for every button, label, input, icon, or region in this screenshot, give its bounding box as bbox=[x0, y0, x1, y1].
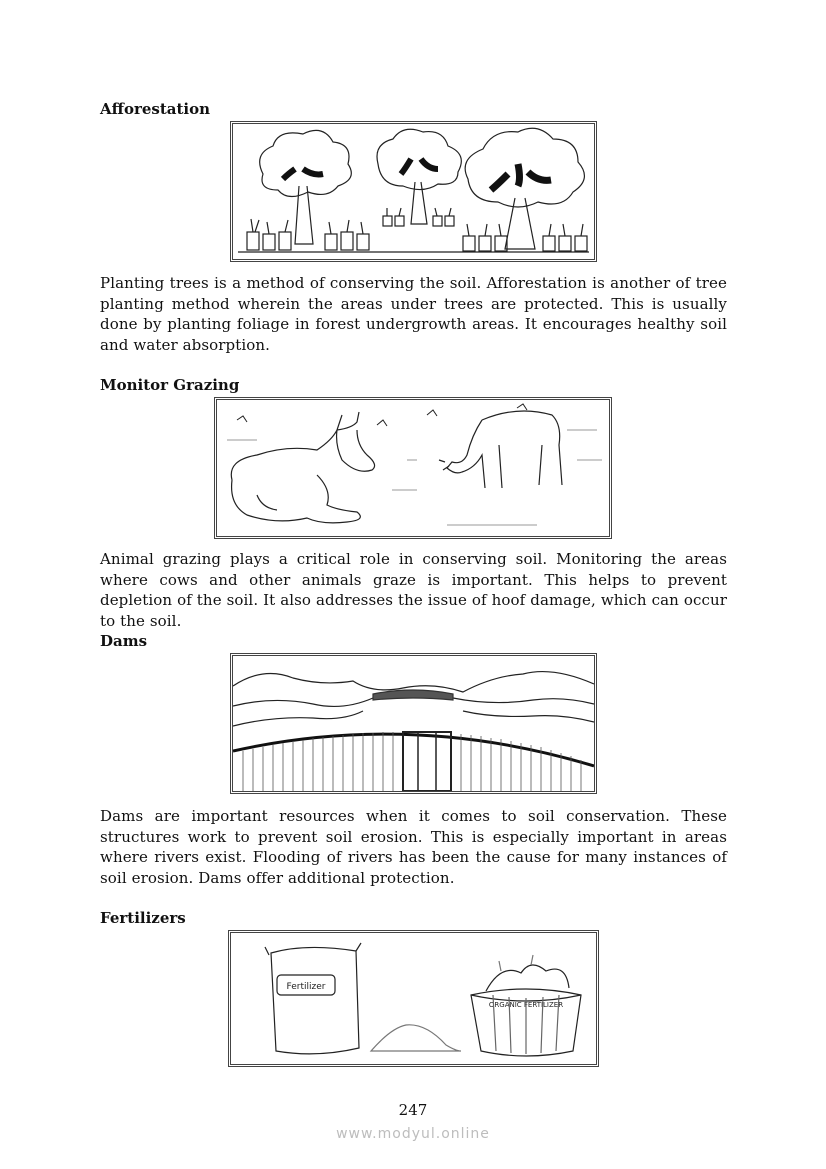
lying-cow-drawing bbox=[231, 412, 374, 523]
dam-illustration bbox=[230, 653, 597, 794]
paragraph-dams: Dams are important resources when it comes to soil conservation. These structures work to prevent soil erosion. This is especially important in areas where rivers exist. Flooding of rivers has been the cause for many instances of soil erosion. Dams offer additional protection. bbox=[100, 807, 727, 887]
basket-label: ORGANIC FERTILIZER bbox=[488, 1001, 564, 1009]
organic-fertilizer-basket-drawing bbox=[471, 955, 581, 1056]
grazing-illustration bbox=[214, 397, 612, 539]
grazing-cow-drawing bbox=[439, 411, 562, 488]
tree-drawing bbox=[260, 130, 352, 244]
paragraph-afforestation: Planting trees is a method of conserving the soil. Afforestation is another of tree planting method wherein the areas under trees are protected. This is usually done by planting foliage in forest undergrowth areas. It encourages healthy soil and water absorption. bbox=[100, 274, 727, 354]
tree-drawing bbox=[377, 129, 461, 224]
tree-drawing bbox=[465, 128, 584, 249]
section-heading-dams: Dams bbox=[100, 632, 148, 650]
section-heading-fertilizers: Fertilizers bbox=[100, 909, 186, 927]
section-heading-monitor-grazing: Monitor Grazing bbox=[100, 376, 240, 394]
bag-label: Fertilizer bbox=[286, 982, 326, 992]
fertilizers-illustration bbox=[228, 930, 599, 1067]
fertilizer-pile-drawing bbox=[371, 1025, 461, 1051]
footer-watermark: www.modyul.online bbox=[336, 1126, 490, 1142]
section-heading-afforestation: Afforestation bbox=[100, 100, 211, 118]
paragraph-monitor-grazing: Animal grazing plays a critical role in conserving soil. Monitoring the areas where cows and other animals graze is important. This helps to prevent depletion of the soil. It also addresses the issue of hoof damage, which can occur to the soil. bbox=[100, 550, 727, 630]
afforestation-illustration bbox=[230, 121, 597, 262]
fertilizer-bag-drawing bbox=[265, 943, 361, 1054]
page-number: 247 bbox=[398, 1101, 428, 1119]
